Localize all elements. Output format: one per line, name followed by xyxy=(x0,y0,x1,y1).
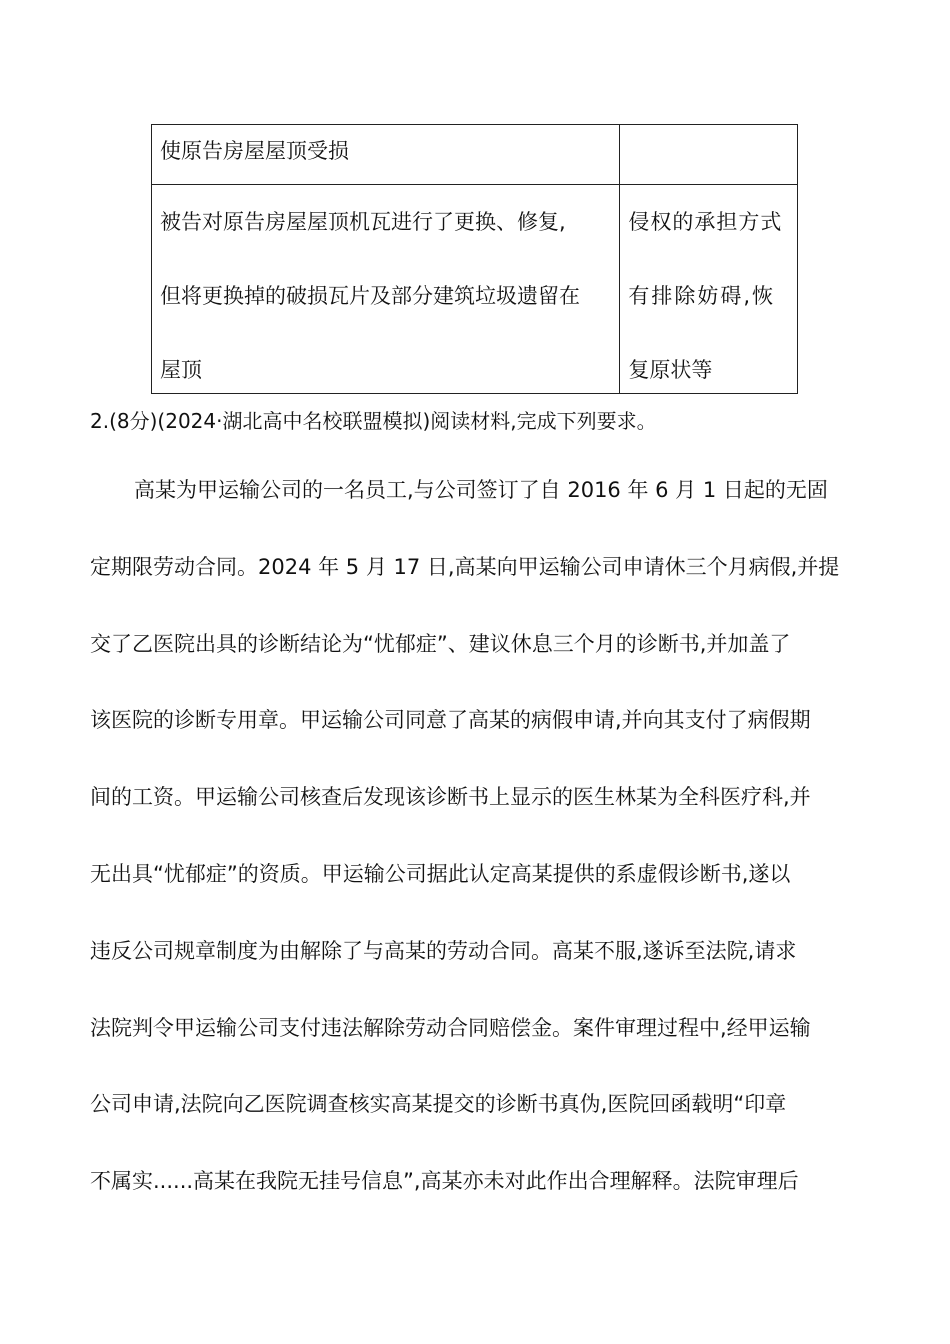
cell-line: 复原状等 xyxy=(628,358,713,382)
paragraph-line: 不属实......高某在我院无挂号信息”,高某亦未对此作出合理解释。法院审理后 xyxy=(90,1169,799,1194)
table-cell-fact xyxy=(152,185,620,394)
material-paragraph xyxy=(90,452,860,1220)
cell-line: 但将更换掉的破损瓦片及部分建筑垃圾遗留在 xyxy=(160,284,580,308)
paragraph-line: 交了乙医院出具的诊断结论为“忧郁症”、建议休息三个月的诊断书,并加盖了 xyxy=(90,631,791,656)
paragraph-line: 高某为甲运输公司的一名员工,与公司签订了自 2016 年 6 月 1 日起的无固 xyxy=(134,478,828,502)
question-header: 2.(8分)(2024·湖北高中名校联盟模拟)阅读材料,完成下列要求。 xyxy=(90,409,657,433)
cell-line: 屋顶 xyxy=(160,358,202,382)
table-cell-empty xyxy=(620,125,798,185)
table-row xyxy=(152,125,798,185)
legal-case-table xyxy=(151,124,798,394)
cell-line: 有排除妨碍,恢 xyxy=(628,284,776,308)
paragraph-line: 该医院的诊断专用章。甲运输公司同意了高某的病假申请,并向其支付了病假期 xyxy=(90,708,811,733)
paragraph-line: 法院判令甲运输公司支付违法解除劳动合同赔偿金。案件审理过程中,经甲运输 xyxy=(90,1015,811,1040)
paragraph-line: 公司申请,法院向乙医院调查核实高某提交的诊断书真伪,医院回函载明“印章 xyxy=(90,1092,787,1117)
paragraph-line: 违反公司规章制度为由解除了与高某的劳动合同。高某不服,遂诉至法院,请求 xyxy=(90,938,797,963)
cell-line: 侵权的承担方式 xyxy=(628,210,783,234)
paragraph-line: 定期限劳动合同。2024 年 5 月 17 日,高某向甲运输公司申请休三个月病假,并提 xyxy=(90,554,840,579)
table-row xyxy=(152,185,798,394)
table-cell-liability xyxy=(620,185,798,394)
paragraph-line: 间的工资。甲运输公司核查后发现该诊断书上显示的医生林某为全科医疗科,并 xyxy=(90,785,811,810)
paragraph-line: 无出具“忧郁症”的资质。甲运输公司据此认定高某提供的系虚假诊断书,遂以 xyxy=(90,861,791,886)
table-cell-fact: 使原告房屋屋顶受损 xyxy=(152,125,620,185)
cell-line: 被告对原告房屋屋顶机瓦进行了更换、修复, xyxy=(160,210,566,234)
